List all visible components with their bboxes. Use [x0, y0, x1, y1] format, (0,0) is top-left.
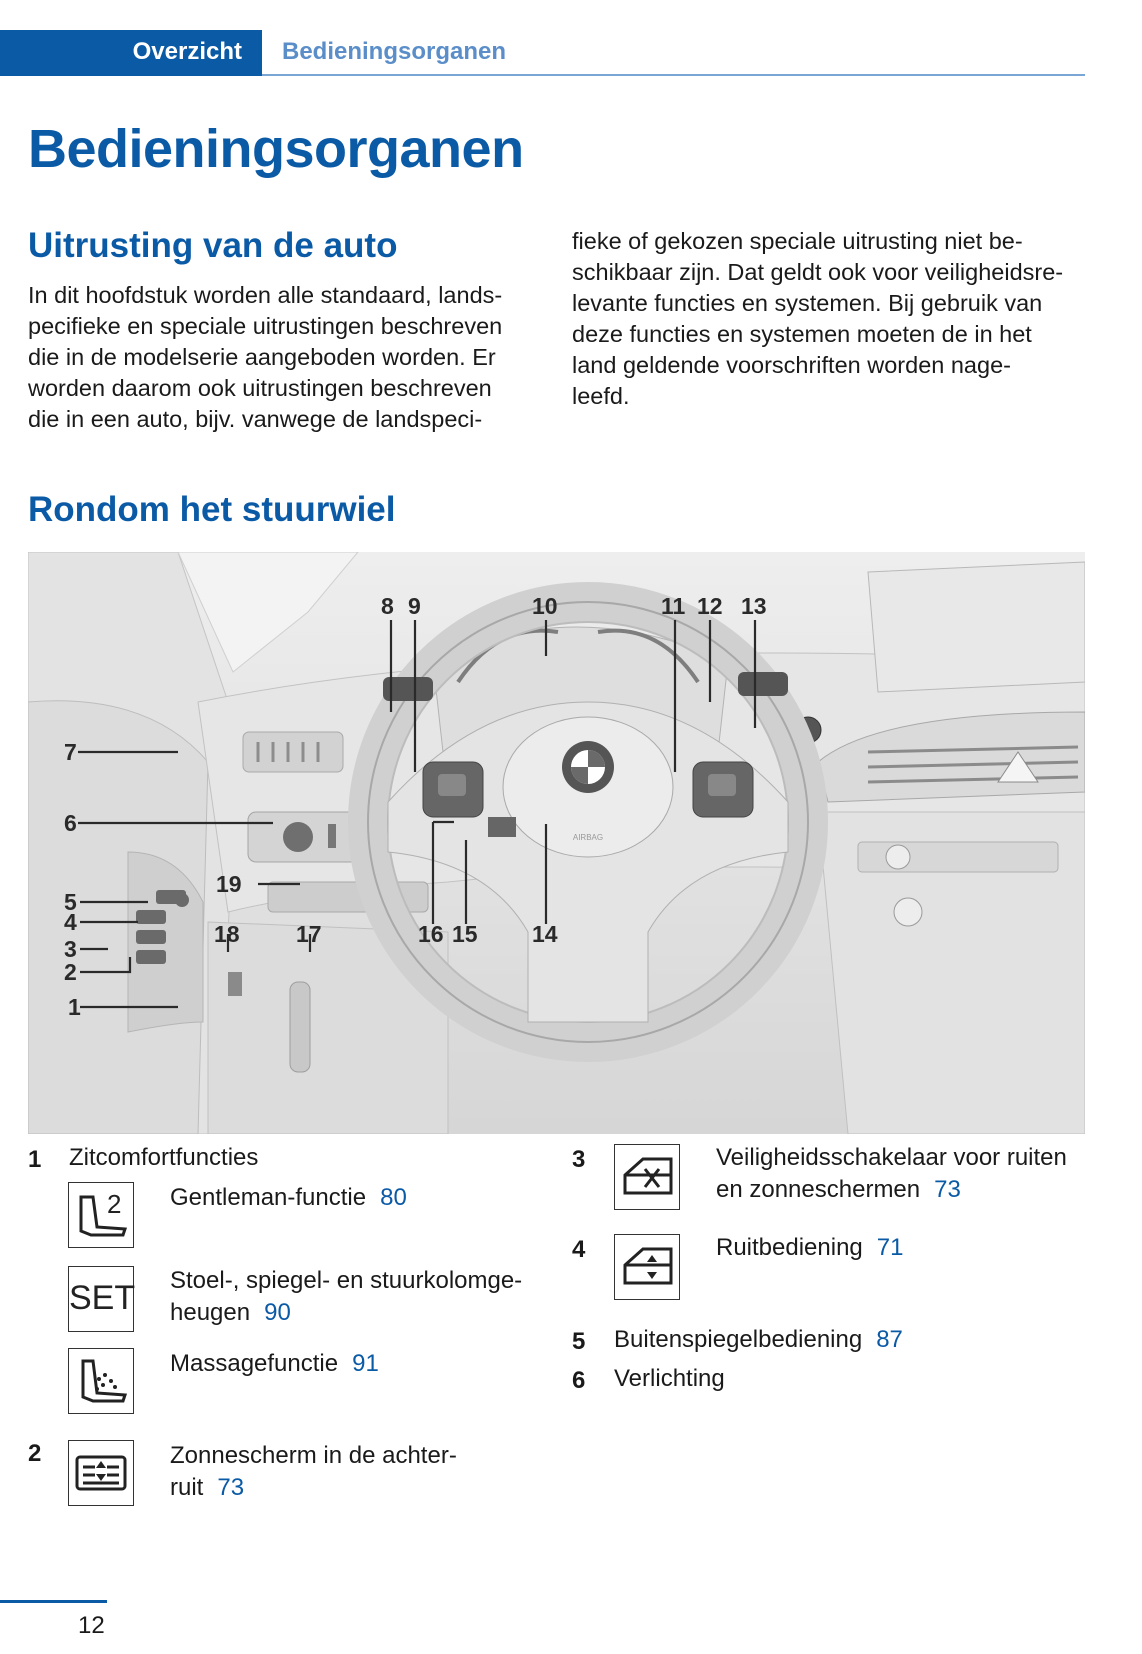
massage-icon [68, 1348, 134, 1414]
callout-6: 6 [64, 810, 77, 836]
tab-overzicht[interactable] [0, 30, 262, 76]
window-control-icon [614, 1234, 680, 1300]
callout-18: 18 [214, 921, 240, 947]
legend-number-3: 3 [572, 1146, 586, 1173]
seat-memory-2-label: 2 [107, 1189, 122, 1219]
legend-number-6: 6 [572, 1367, 586, 1394]
paragraph-line: schikbaar zijn. Dat geldt ook voor veiligheidsre- [572, 259, 1064, 285]
legend-item-1c [170, 1348, 379, 1380]
set-icon [68, 1266, 134, 1332]
callout-11: 11 [661, 593, 686, 619]
legend-line: heugen [170, 1299, 251, 1326]
paragraph-line: leefd. [572, 383, 630, 409]
callout-12: 12 [697, 593, 723, 619]
footer-rule [0, 1600, 107, 1603]
page-ref-90[interactable]: 90 [264, 1299, 291, 1326]
page-ref-73[interactable]: 73 [217, 1474, 245, 1501]
callout-4: 4 [64, 909, 77, 935]
callout-2: 2 [64, 959, 77, 985]
legend-item-4 [716, 1232, 903, 1264]
legend-line: Ruitbediening [716, 1234, 863, 1261]
set-icon-label: SET [69, 1279, 136, 1317]
callout-16: 16 [418, 921, 444, 947]
legend-line: Gentleman-functie [170, 1184, 367, 1211]
paragraph-line: worden daarom ook uitrustingen beschreven [28, 375, 492, 401]
legend-item-3 [716, 1142, 1067, 1206]
callout-1: 1 [68, 994, 81, 1020]
legend-number-1: 1 [28, 1146, 42, 1173]
legend-line: Verlichting [614, 1365, 725, 1392]
paragraph-line: In dit hoofdstuk worden alle standaard, lands- [28, 282, 503, 308]
paragraph-line: levante functies en systemen. Bij gebruik van [572, 290, 1043, 316]
window-safety-switch-icon [614, 1144, 680, 1210]
paragraph-right [572, 226, 1063, 412]
header-rule [262, 74, 1085, 76]
paragraph-line: pecifieke en speciale uitrustingen beschreven [28, 313, 503, 339]
paragraph-left [28, 280, 502, 435]
callout-14: 14 [532, 921, 558, 947]
callout-9: 9 [408, 593, 421, 619]
legend-line: Stoel-, spiegel- en stuurkolomge- [170, 1267, 523, 1294]
legend-item-5 [614, 1324, 903, 1356]
callout-19: 19 [216, 871, 242, 897]
legend-line: Zitcomfortfuncties [69, 1144, 259, 1171]
callout-3: 3 [64, 936, 77, 962]
legend-line: Zonnescherm in de achter- [170, 1442, 457, 1469]
page-ref-80[interactable]: 80 [380, 1184, 407, 1211]
section-heading-uitrusting: Uitrusting van de auto [28, 226, 398, 265]
paragraph-line: fieke of gekozen speciale uitrusting niet be- [572, 228, 1023, 254]
rear-sunblind-icon [68, 1440, 134, 1506]
page-ref-91[interactable]: 91 [352, 1350, 379, 1377]
legend-item-1b [170, 1265, 522, 1329]
paragraph-line: deze functies en systemen moeten de in het [572, 321, 1032, 347]
callout-8: 8 [381, 593, 394, 619]
callout-13: 13 [741, 593, 767, 619]
legend-line: Veiligheidsschakelaar voor ruiten [716, 1144, 1067, 1171]
callout-10: 10 [532, 593, 558, 619]
legend-number-4: 4 [572, 1236, 586, 1263]
page-title: Bedieningsorganen [28, 119, 524, 179]
page-ref-73-b[interactable]: 73 [934, 1176, 961, 1203]
legend-item-6 [614, 1363, 725, 1395]
paragraph-line: land geldende voorschriften worden nage- [572, 352, 1011, 378]
legend-item-2 [170, 1440, 457, 1504]
paragraph-line: die in een auto, bijv. vanwege de landspeci- [28, 406, 483, 432]
legend-line: ruit [170, 1474, 204, 1501]
legend-number-2: 2 [28, 1440, 42, 1467]
page-ref-71[interactable]: 71 [876, 1234, 904, 1261]
callout-5: 5 [64, 889, 77, 915]
legend-line: Buitenspiegelbediening [614, 1326, 863, 1353]
legend-number-5: 5 [572, 1328, 586, 1355]
page-number: 12 [78, 1612, 105, 1639]
cockpit-illustration [28, 552, 1085, 1134]
seat-memory-2-icon [68, 1182, 134, 1248]
legend-line: en zonneschermen [716, 1176, 921, 1203]
tab-overzicht-label: Overzicht [132, 38, 242, 65]
callout-17: 17 [296, 921, 322, 947]
callout-7: 7 [64, 739, 77, 765]
legend-line: Massagefunctie [170, 1350, 339, 1377]
airbag-label: AIRBAG [572, 833, 604, 842]
page-ref-87[interactable]: 87 [876, 1326, 903, 1353]
tab-bedieningsorganen[interactable]: Bedieningsorganen [282, 38, 507, 65]
legend-item-1a [170, 1182, 407, 1214]
section-heading-stuurwiel: Rondom het stuurwiel [28, 490, 396, 529]
paragraph-line: die in de modelserie aangeboden worden. Er [28, 344, 496, 370]
legend-item-1-title [69, 1142, 258, 1174]
callout-15: 15 [452, 921, 478, 947]
